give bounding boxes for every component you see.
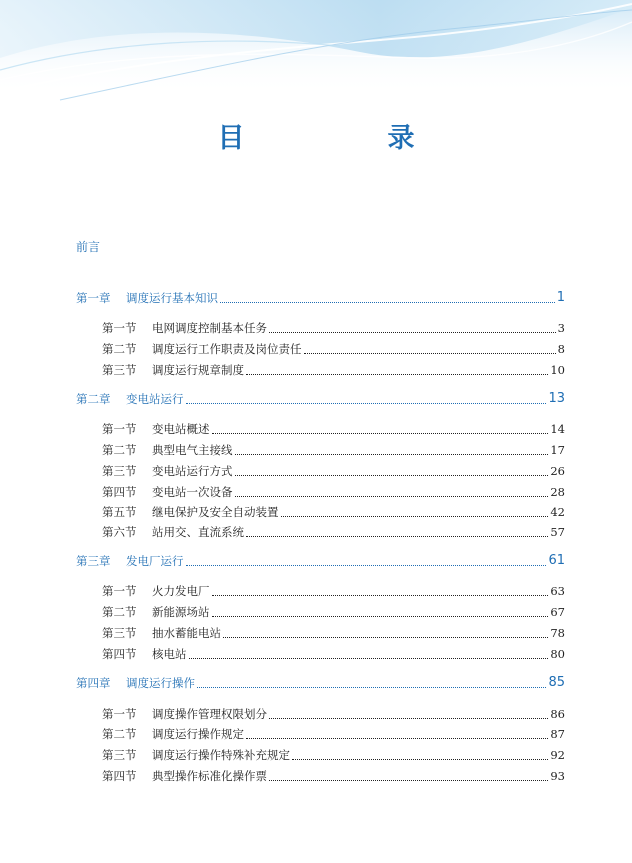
entry-page-number: 28 <box>550 485 565 499</box>
dot-leader <box>269 718 548 719</box>
entry-title: 调度运行规章制度 <box>152 363 244 377</box>
page-title: 目 录 <box>217 123 473 154</box>
dot-leader <box>212 595 549 596</box>
entry-page-number: 10 <box>550 363 565 377</box>
entry-page-number: 63 <box>550 584 565 598</box>
entry-page-number: 80 <box>550 647 565 661</box>
entry-number: 第一节 <box>102 584 137 598</box>
entry-number: 第二节 <box>102 443 137 457</box>
entry-number: 第一节 <box>102 707 137 721</box>
section-entry[interactable] <box>102 625 565 641</box>
entry-page-number: 14 <box>550 422 565 436</box>
entry-number: 第四节 <box>102 769 137 783</box>
entry-title: 调度运行工作职责及岗位责任 <box>152 342 302 356</box>
entry-title: 调度运行操作规定 <box>152 727 244 741</box>
section-entry[interactable] <box>102 504 565 520</box>
entry-number: 第四章 <box>76 676 111 690</box>
dot-leader <box>197 687 546 688</box>
entry-number: 第四节 <box>102 647 137 661</box>
dot-leader <box>212 616 549 617</box>
dot-leader <box>246 738 548 739</box>
dot-leader <box>235 454 549 455</box>
entry-title: 典型电气主接线 <box>152 443 233 457</box>
entry-number: 第二章 <box>76 392 111 406</box>
entry-title: 调度运行操作特殊补充规定 <box>152 748 290 762</box>
chapter-entry[interactable] <box>76 553 565 569</box>
entry-page-number: 13 <box>548 391 565 406</box>
entry-page-number: 85 <box>548 675 565 690</box>
entry-title: 变电站概述 <box>152 422 210 436</box>
entry-title: 站用交、直流系统 <box>152 525 244 539</box>
entry-page-number: 86 <box>550 707 565 721</box>
preface-entry[interactable]: 前言 <box>76 240 101 254</box>
dot-leader <box>281 516 549 517</box>
section-entry[interactable] <box>102 442 565 458</box>
entry-number: 第二节 <box>102 605 137 619</box>
entry-title: 典型操作标准化操作票 <box>152 769 267 783</box>
entry-number: 第二节 <box>102 342 137 356</box>
chapter-entry[interactable] <box>76 391 565 407</box>
entry-number: 第一章 <box>76 291 111 305</box>
entry-number: 第一节 <box>102 422 137 436</box>
entry-title: 调度操作管理权限划分 <box>152 707 267 721</box>
entry-page-number: 67 <box>550 605 565 619</box>
entry-page-number: 1 <box>556 290 565 305</box>
dot-leader <box>220 302 555 303</box>
dot-leader <box>246 374 548 375</box>
section-entry[interactable] <box>102 646 565 662</box>
section-entry[interactable] <box>102 726 565 742</box>
dot-leader <box>246 536 548 537</box>
entry-number: 第五节 <box>102 505 137 519</box>
entry-title: 变电站一次设备 <box>152 485 233 499</box>
entry-title: 继电保护及安全自动装置 <box>152 505 279 519</box>
entry-page-number: 92 <box>550 748 565 762</box>
chapter-entry[interactable] <box>76 675 565 691</box>
entry-title: 调度运行操作 <box>126 676 195 690</box>
dot-leader <box>186 565 547 566</box>
entry-number: 第二节 <box>102 727 137 741</box>
entry-title: 变电站运行方式 <box>152 464 233 478</box>
entry-title: 核电站 <box>152 647 187 661</box>
entry-title: 火力发电厂 <box>152 584 210 598</box>
section-entry[interactable] <box>102 747 565 763</box>
dot-leader <box>269 332 556 333</box>
entry-number: 第三节 <box>102 626 137 640</box>
entry-page-number: 26 <box>550 464 565 478</box>
entry-number: 第三节 <box>102 748 137 762</box>
section-entry[interactable] <box>102 583 565 599</box>
entry-title: 发电厂运行 <box>126 554 184 568</box>
entry-title: 变电站运行 <box>126 392 184 406</box>
header-wave-decoration <box>0 0 632 110</box>
entry-page-number: 57 <box>550 525 565 539</box>
entry-page-number: 17 <box>550 443 565 457</box>
dot-leader <box>189 658 549 659</box>
section-entry[interactable] <box>102 604 565 620</box>
dot-leader <box>235 496 549 497</box>
entry-page-number: 61 <box>548 553 565 568</box>
entry-title: 电网调度控制基本任务 <box>152 321 267 335</box>
entry-number: 第三节 <box>102 464 137 478</box>
entry-page-number: 93 <box>550 769 565 783</box>
entry-page-number: 42 <box>550 505 565 519</box>
entry-number: 第四节 <box>102 485 137 499</box>
entry-number: 第三章 <box>76 554 111 568</box>
entry-number: 第六节 <box>102 525 137 539</box>
entry-title: 抽水蓄能电站 <box>152 626 221 640</box>
dot-leader <box>212 433 549 434</box>
dot-leader <box>292 759 548 760</box>
dot-leader <box>235 475 549 476</box>
section-entry[interactable] <box>102 463 565 479</box>
section-entry[interactable] <box>102 524 565 540</box>
section-entry[interactable] <box>102 320 565 336</box>
chapter-entry[interactable] <box>76 290 565 306</box>
section-entry[interactable] <box>102 421 565 437</box>
entry-page-number: 3 <box>557 321 565 335</box>
entry-number: 第三节 <box>102 363 137 377</box>
section-entry[interactable] <box>102 484 565 500</box>
entry-page-number: 87 <box>550 727 565 741</box>
section-entry[interactable] <box>102 768 565 784</box>
entry-title: 调度运行基本知识 <box>126 291 218 305</box>
section-entry[interactable] <box>102 706 565 722</box>
entry-page-number: 8 <box>557 342 565 356</box>
entry-title: 新能源场站 <box>152 605 210 619</box>
section-entry[interactable] <box>102 362 565 378</box>
dot-leader <box>304 353 556 354</box>
entry-number: 第一节 <box>102 321 137 335</box>
dot-leader <box>269 780 548 781</box>
dot-leader <box>223 637 548 638</box>
section-entry[interactable] <box>102 341 565 357</box>
dot-leader <box>186 403 547 404</box>
entry-page-number: 78 <box>550 626 565 640</box>
